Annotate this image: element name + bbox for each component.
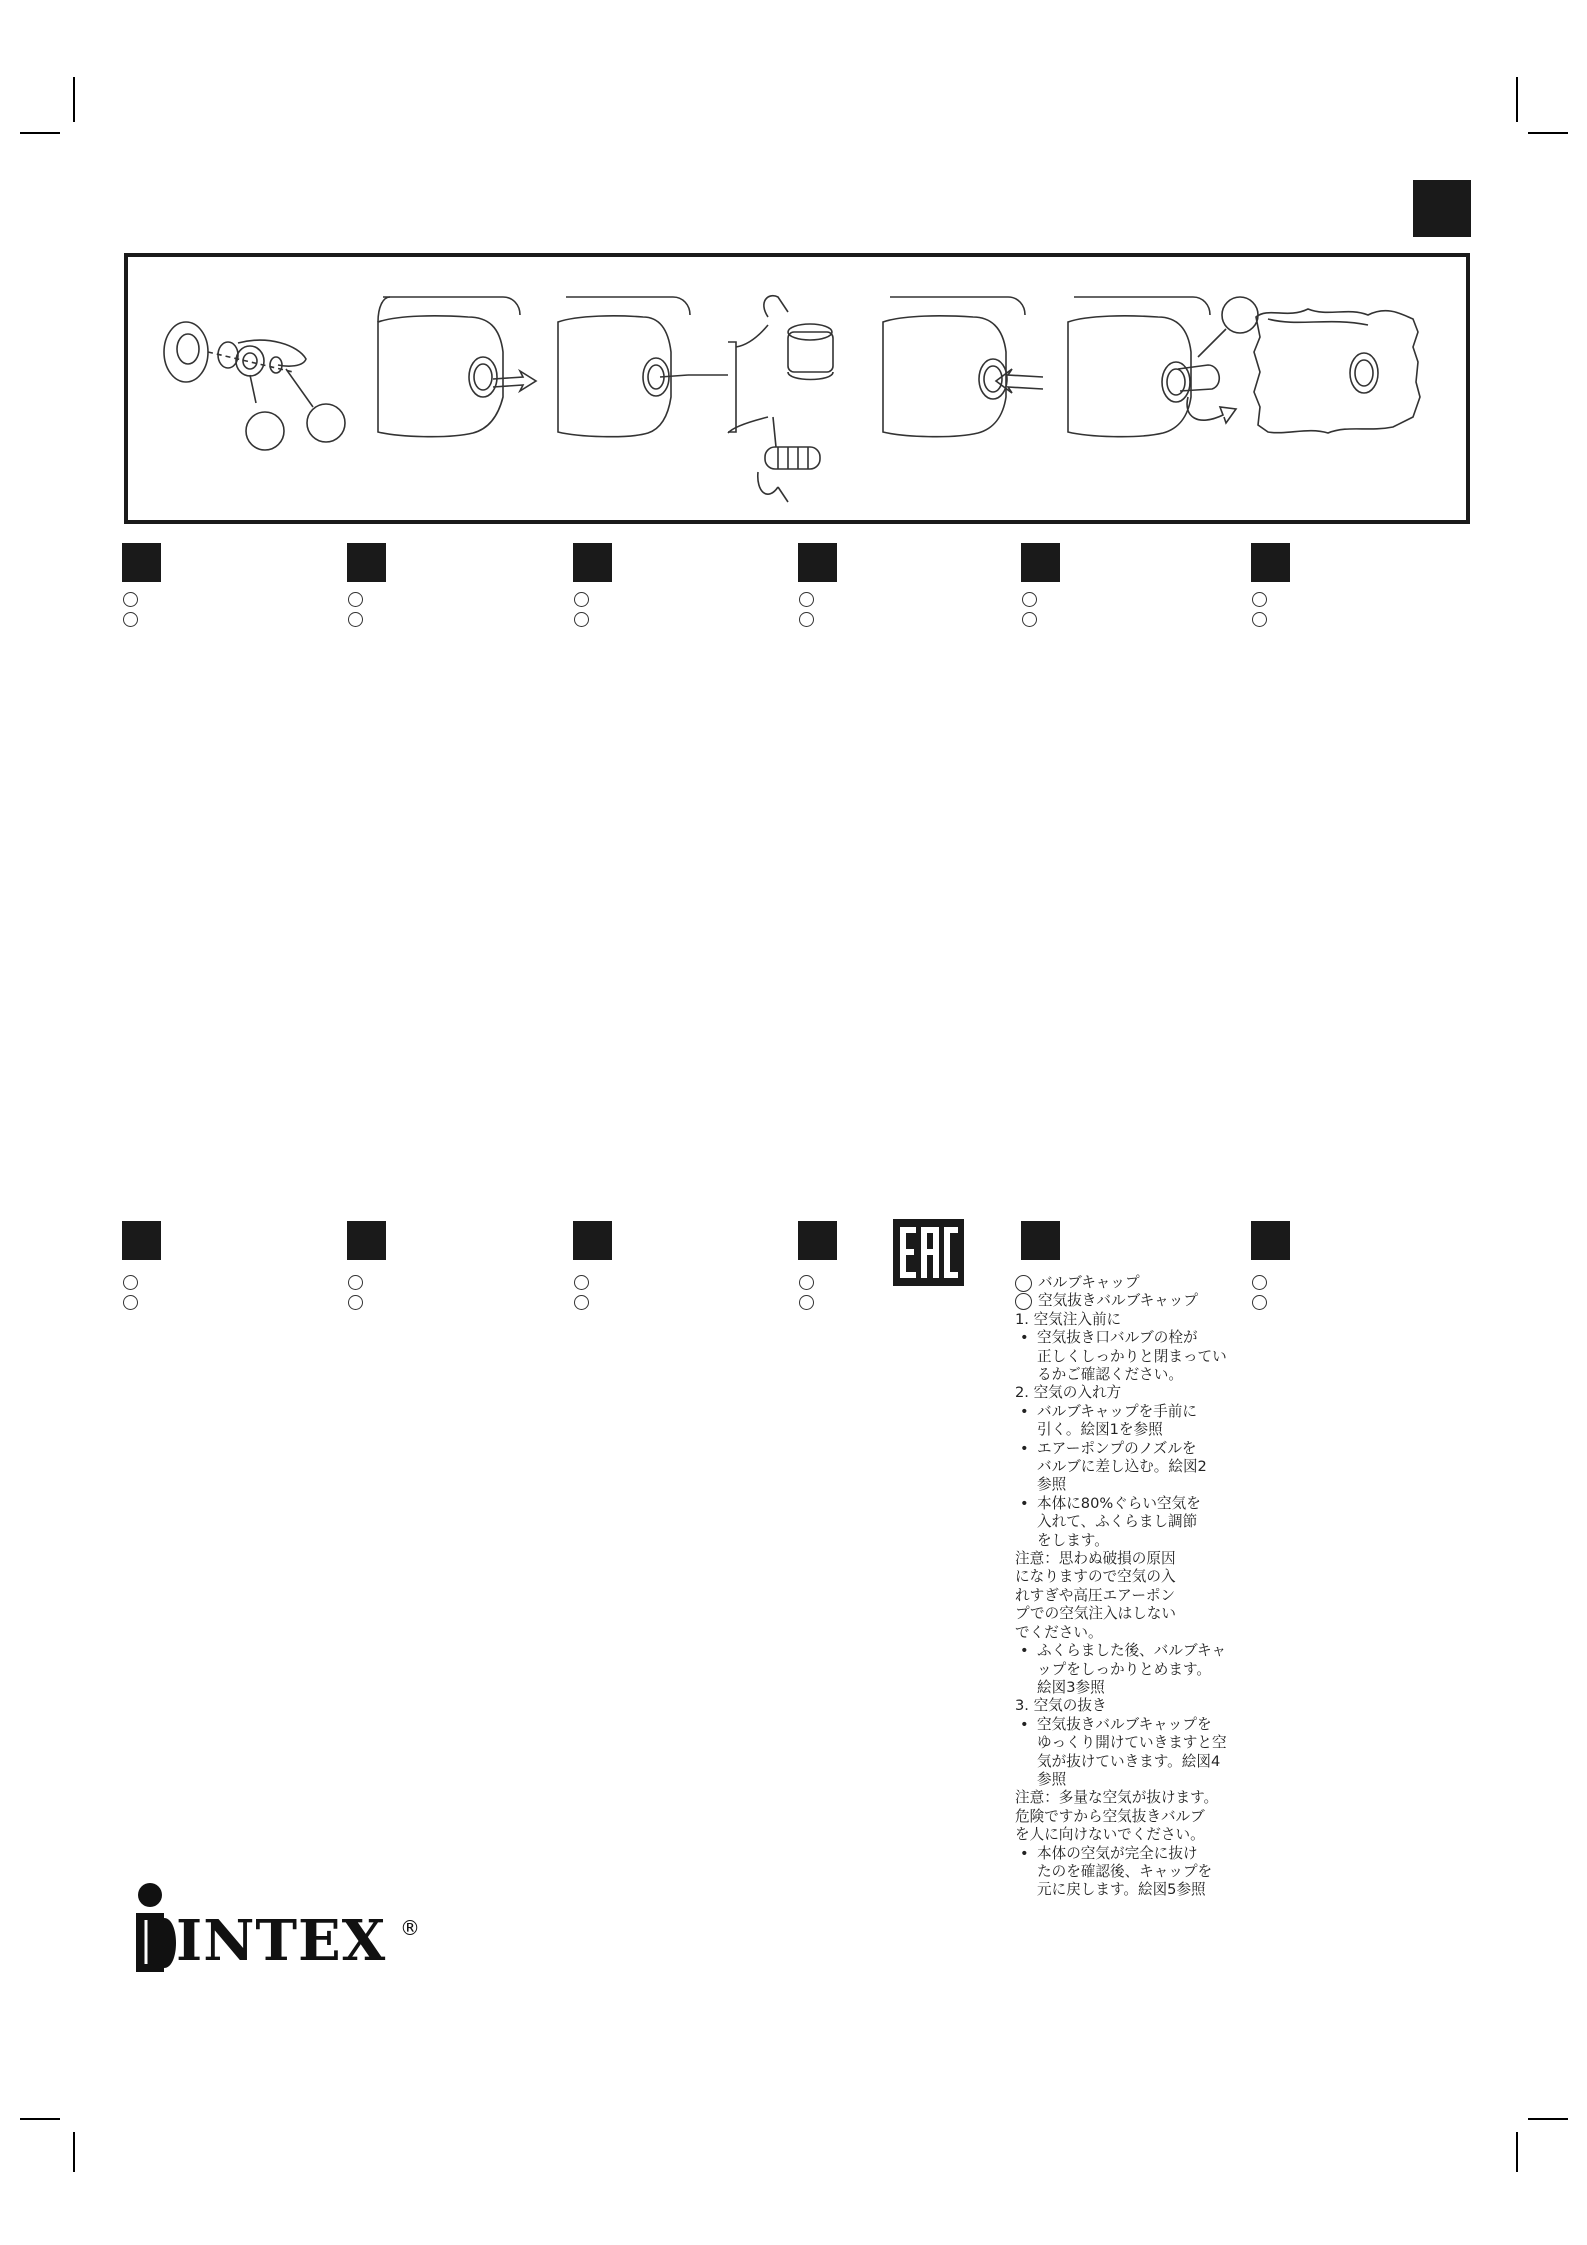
part-marker-top-5a [1022,592,1037,607]
bullet-line: 参照 [1037,1770,1067,1788]
language-block-top-6 [1251,543,1290,582]
note-line: になりますので空気の入 [1015,1568,1176,1586]
note-line: を人に向けないでください。 [1015,1826,1205,1844]
intex-logo-mark-icon [132,1878,182,1978]
panel-4-open-deflate [883,297,1043,437]
part-marker-top-4b [799,612,814,627]
instruction-bullet [1015,1403,1255,1440]
bullet-line: るかご確認ください。 [1037,1366,1183,1383]
part-label-text: バルブキャップ [1038,1274,1140,1291]
part-marker-top-3a [574,592,589,607]
crop-mark-top-right-h [1528,132,1568,134]
valve-instruction-figure [124,253,1470,524]
part-marker-top-1b [123,612,138,627]
note-line: 危険ですから空気抜きバルブ [1015,1807,1205,1825]
registered-mark: ® [400,1916,420,1940]
section-heading: 1. 空気注入前に [1015,1310,1122,1328]
japanese-instruction-body [1015,1311,1255,1900]
bullet-line: ップをしっかりとめます。 [1037,1660,1211,1678]
bullet-line: 元に戻します。絵図5参照 [1037,1881,1206,1899]
caution-note [1015,1789,1255,1844]
bullet-line: バルブキャップを手前に [1037,1402,1197,1420]
note-line: 注意：多量な空気が抜けます。 [1015,1789,1219,1807]
language-block-top-3 [573,543,612,582]
bullet-line: バルブに差し込む。絵図2 [1037,1458,1207,1476]
bullet-line: 入れて、ふくらまし調節 [1037,1513,1198,1531]
intex-logo [132,1878,432,1978]
bullet-line: たのを確認後、キャップを [1037,1862,1213,1880]
instruction-bullet [1015,1440,1255,1495]
note-line: 注意：思わぬ破損の原因 [1015,1550,1176,1568]
part-marker-top-3b [574,612,589,627]
language-block-bottom-4 [798,1221,837,1260]
bullet-line: ふくらました後、バルブキャ [1037,1642,1227,1660]
part-label-deflate-valve-cap [1015,1292,1255,1310]
intex-wordmark: INTEX [176,1908,387,1974]
bullet-dot-icon: • [1020,1439,1029,1457]
bullet-line: エアーポンプのノズルを [1037,1439,1197,1457]
part-marker-bottom-2b [348,1295,363,1310]
bullet-line: 空気抜き口バルブの栓が [1037,1329,1198,1347]
language-block-bottom-3 [573,1221,612,1260]
bullet-dot-icon: • [1020,1715,1029,1733]
language-block-top-4 [798,543,837,582]
bullet-dot-icon: • [1020,1329,1029,1347]
instruction-bullet [1015,1495,1255,1550]
part-1-marker-icon [1015,1275,1032,1292]
japanese-instructions [1015,1274,1255,1900]
panel-2-pull-cap [378,297,536,437]
bullet-line: 本体に80%ぐらい空気を [1037,1494,1201,1512]
bullet-line: 気が抜けていきます。絵図4 [1037,1752,1221,1770]
part-marker-top-6a [1252,592,1267,607]
panel-6-deflated [1254,309,1420,433]
bullet-line: 空気抜きバルブキャップを [1037,1715,1212,1733]
panel-5-close-cap [1068,297,1258,437]
panel-3-pump-nozzle [558,296,833,502]
part-marker-bottom-4a [799,1275,814,1290]
crop-mark-top-left-h [20,132,60,134]
note-line: れすぎや高圧エアーポン [1015,1586,1176,1604]
language-block-bottom-1 [122,1221,161,1260]
crop-mark-bottom-left-h [20,2118,60,2120]
eac-certification-mark [893,1219,964,1286]
bullet-line: 引く。絵図1を参照 [1037,1421,1163,1439]
bullet-dot-icon: • [1020,1402,1029,1420]
instruction-bullet [1015,1329,1255,1384]
bullet-line: 絵図3参照 [1037,1678,1105,1696]
instruction-bullet [1015,1845,1255,1900]
crop-mark-bottom-right-h [1528,2118,1568,2120]
bullet-line: 本体の空気が完全に抜け [1037,1844,1198,1862]
panel-1-valve-parts [164,322,345,450]
part-label-valve-cap [1015,1274,1255,1292]
crop-mark-bottom-right-v [1516,2132,1518,2172]
language-block-bottom-6 [1251,1221,1290,1260]
language-block-top-5 [1021,543,1060,582]
crop-mark-bottom-left-v [73,2132,75,2172]
page-tab-marker [1413,180,1471,237]
part-marker-top-2b [348,612,363,627]
language-block-top-2 [347,543,386,582]
part-marker-top-5b [1022,612,1037,627]
language-block-bottom-5-japanese [1021,1221,1060,1260]
part-marker-top-1a [123,592,138,607]
part-marker-top-6b [1252,612,1267,627]
figure-illustrations [128,257,1466,520]
part-marker-bottom-1a [123,1275,138,1290]
part-marker-bottom-3b [574,1295,589,1310]
part-marker-bottom-4b [799,1295,814,1310]
caution-note [1015,1550,1255,1642]
bullet-line: 正しくしっかりと閉まってい [1037,1347,1227,1365]
crop-mark-top-right-v [1516,77,1518,122]
part-marker-top-2a [348,592,363,607]
note-line: プでの空気注入はしない [1015,1605,1176,1623]
note-line: でください。 [1015,1623,1103,1641]
bullet-dot-icon: • [1020,1844,1029,1862]
eac-logo-icon [893,1219,964,1286]
language-block-top-1 [122,543,161,582]
bullet-dot-icon: • [1020,1494,1029,1512]
bullet-line: 参照 [1037,1476,1067,1494]
part-label-text: 空気抜きバルブキャップ [1038,1292,1198,1310]
part-2-marker-icon [1015,1293,1032,1310]
part-marker-top-4a [799,592,814,607]
section-heading: 2. 空気の入れ方 [1015,1384,1122,1402]
instruction-bullet [1015,1642,1255,1697]
part-marker-bottom-3a [574,1275,589,1290]
instruction-bullet [1015,1716,1255,1790]
language-block-bottom-2 [347,1221,386,1260]
section-heading: 3. 空気の抜き [1015,1697,1107,1715]
bullet-dot-icon: • [1020,1642,1029,1660]
part-marker-bottom-2a [348,1275,363,1290]
crop-mark-top-left-v [73,77,75,122]
part-marker-bottom-1b [123,1295,138,1310]
bullet-line: ゆっくり開けていきますと空 [1037,1734,1227,1752]
bullet-line: をします。 [1037,1531,1109,1549]
